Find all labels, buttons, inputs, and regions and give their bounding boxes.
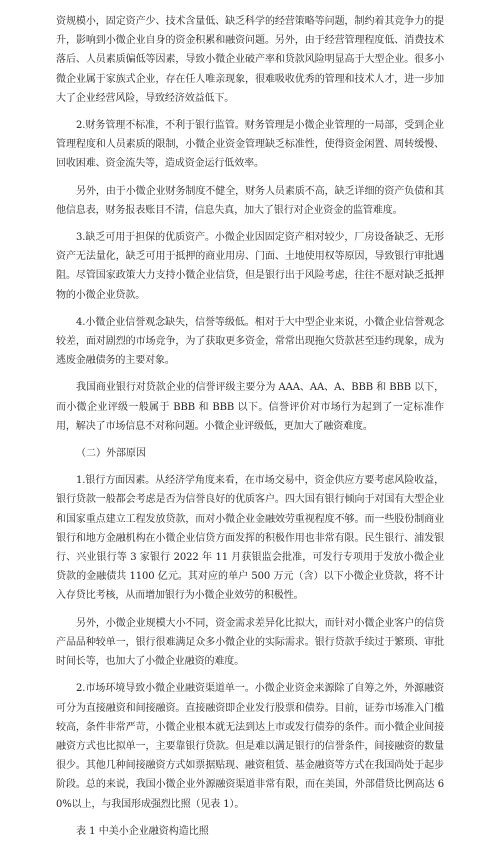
- paragraph-2: 2.财务管理不标准，不利于银行监管。财务管理是小微企业管理的一局部，受到企业管理程度和人员素质的限制，小微企业资金管理缺乏标准性，使得资金闲置、周转缓慢、回收困难、资金流失等，造成资金运行低效率。: [56, 120, 444, 170]
- paragraph-4: 3.缺乏可用于担保的优质资产。小微企业因固定资产相对较少，厂房设备缺乏、无形资产无法量化，缺乏可用于抵押的商业用房、门面、土地使用权等原因，导致银行审批遇阻。尽管国家政策大力支持小微企业信贷，但是银行出于风险考虑，往往不愿对缺乏抵押物的小微企业贷款。: [56, 232, 444, 301]
- paragraph-5: 4.小微企业信誉观念缺失，信誉等级低。相对于大中型企业来说，小微企业信誉观念较差，面对剧烈的市场竞争，为了获取更多资金，常常出现拖欠贷款甚至违约现象，成为逃废金融债务的主要对象。: [56, 316, 444, 367]
- paragraph-1: 资规模小，固定资产少、技术含量低、缺乏科学的经营策略等问题，制约着其竞争力的提升，影响到小微企业自身的资金积累和融资问题。另外，由于经营管理程度低、消费技术落后、人员素质偏低等因素，导致小微企业破产率和贷款风险明显高于大型企业。很多小微企业属于家族式企业，存在任人唯亲现象，很难吸收优秀的管理和技术人才，进一步加大了企业经营风险，导致经济效益低下。: [56, 16, 444, 104]
- paragraph-6: 我国商业银行对贷款企业的信誉评级主要分为 AAA、AA、A、BBB 和 BBB 以下，而小微企业评级一般属于 BBB 和 BBB 以下。信誉评价对市场行为起到了一定标准作用，解决了市场信息不对称问题。小微企业评级低，更加大了融资难度。: [56, 382, 444, 432]
- paragraph-9: 2.市场环境导致小微企业融资渠道单一。小微企业资金来源除了自筹之外，外源融资可分为直接融资和间接融资。直接融资即企业发行股票和债券。目前，证券市场准入门槛较高，条件非常严苛，小微企业根本就无法到达上市或发行债券的条件。而小微企业间接融资方式也比拟单一，主要靠银行贷款。但是难以满足银行的信誉条件，间接融资的数量很少。其他几种间接融资方式如票据贴现、融资租赁、基金融资等方式在我国尚处于起步阶段。总的来说，我国小微企业外源融资渠道非常有限，而在美国，外部借贷比例高达 60%以上，与我国形成强烈比照（见表 1）。: [56, 683, 444, 810]
- section-heading: （二）外部原因: [76, 448, 146, 460]
- paragraph-7: 1.银行方面因素。从经济学角度来看，在市场交易中，资金供应方要考虑风险收益，银行贷款一般都会考虑是否为信誉良好的优质客户。四大国有银行倾向于对国有大型企业和国家重点建立工程发放贷款，而对小微企业金融效劳重视程度不够。而一些股份制商业银行和地方金融机构在小微企业信贷方面发挥的积极作用也非常有限。民生银行、浦发银行、兴业银行等 3 家银行 2022 年 11 月获银监会批准，可发行专项用于发放小微企业贷款的金融债共 1100 亿元。其对应的单户 500 万元（含）以下小微企业贷款，将不计入存贷比考核，从而增加银行为小微企业效劳的积极性。: [56, 475, 444, 602]
- table-caption: 表 1 中美小企业融资构造比照: [76, 825, 209, 837]
- paragraph-8: 另外，小微企业规模大小不同，资金需求差异化比拟大，而针对小微企业客户的信贷产品品种较单一，银行很难满足众多小微企业的实际需求。银行贷款手续过于繁琐、审批时间长等，也加大了小微企业融资的难度。: [56, 617, 444, 668]
- paragraph-3: 另外，由于小微企业财务制度不健全，财务人员素质不高，缺乏详细的资产负债和其他信息表，财务报表账目不清，信息失真，加大了银行对企业资金的监管难度。: [56, 185, 444, 216]
